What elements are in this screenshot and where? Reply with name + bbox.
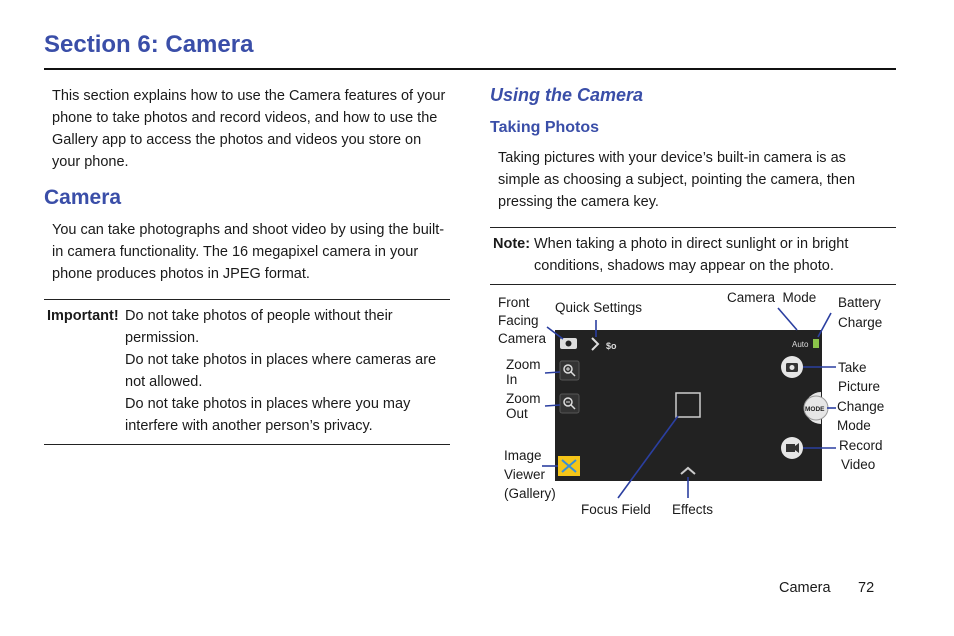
- focus-field-box: [676, 393, 700, 417]
- zoom-out-icon: [560, 394, 579, 413]
- label-focus-field: Focus Field: [581, 502, 651, 517]
- page-title: Section 6: Camera: [44, 31, 254, 58]
- note-label: Note:: [493, 236, 531, 252]
- label-zoom-in: Zoom In: [506, 357, 541, 387]
- label-take-picture: Take Picture: [838, 360, 881, 394]
- important-label: Important!: [47, 308, 119, 324]
- flash-setting-icon: $o: [606, 341, 617, 351]
- camera-heading: Camera: [44, 186, 122, 209]
- taking-photos-heading: Taking Photos: [490, 119, 600, 136]
- front-camera-switch-icon: [560, 338, 577, 349]
- label-effects: Effects: [672, 502, 714, 517]
- zoom-in-icon: [560, 361, 579, 380]
- label-front-facing-camera: Front Facing Camera: [498, 295, 547, 346]
- label-record-video: Record Video: [839, 438, 883, 472]
- important-text: Do not take photos of people without their permission. Do not take photos in places where cameras are not allowed. Do not take photos in places where you may interfere with another person’s privacy.: [125, 308, 437, 434]
- label-quick-settings: Quick Settings: [555, 300, 643, 315]
- camera-shutter-icon: [781, 356, 803, 378]
- mode-dial-icon: [804, 392, 828, 424]
- svg-text:MODE: MODE: [805, 406, 825, 413]
- label-image-viewer: Image Viewer (Gallery): [504, 448, 556, 501]
- chevron-right-icon: [592, 338, 598, 350]
- label-camera-mode: Camera Mode: [727, 290, 817, 305]
- gallery-thumbnail-icon: [558, 456, 580, 476]
- intro-paragraph: This section explains how to use the Camera features of your phone to take photos and record videos, and how to use the Gallery app to access the photos and videos you store on your phone.: [52, 88, 446, 170]
- label-battery-charge: Battery Charge: [838, 295, 883, 330]
- taking-photos-paragraph: Taking pictures with your device’s built-in camera is as simple as choosing a subject, pointing the camera, then pressing the camera key.: [498, 150, 856, 210]
- note-text: When taking a photo in direct sunlight or in bright conditions, shadows may appear on the photo.: [534, 236, 849, 274]
- effects-caret-icon: [681, 468, 695, 474]
- video-record-icon: [781, 437, 803, 459]
- label-zoom-out: Zoom Out: [506, 391, 541, 421]
- using-camera-heading: Using the Camera: [490, 85, 644, 105]
- label-change-mode: Change Mode: [837, 399, 885, 433]
- camera-paragraph: You can take photographs and shoot video by using the built-in camera functionality. The 16 megapixel camera in your phone produces photos in JPEG format.: [52, 222, 445, 282]
- auto-indicator: Auto: [792, 340, 809, 349]
- footer-page-number: 72: [858, 580, 875, 596]
- footer-section-name: Camera: [779, 580, 831, 596]
- battery-icon: [813, 339, 819, 348]
